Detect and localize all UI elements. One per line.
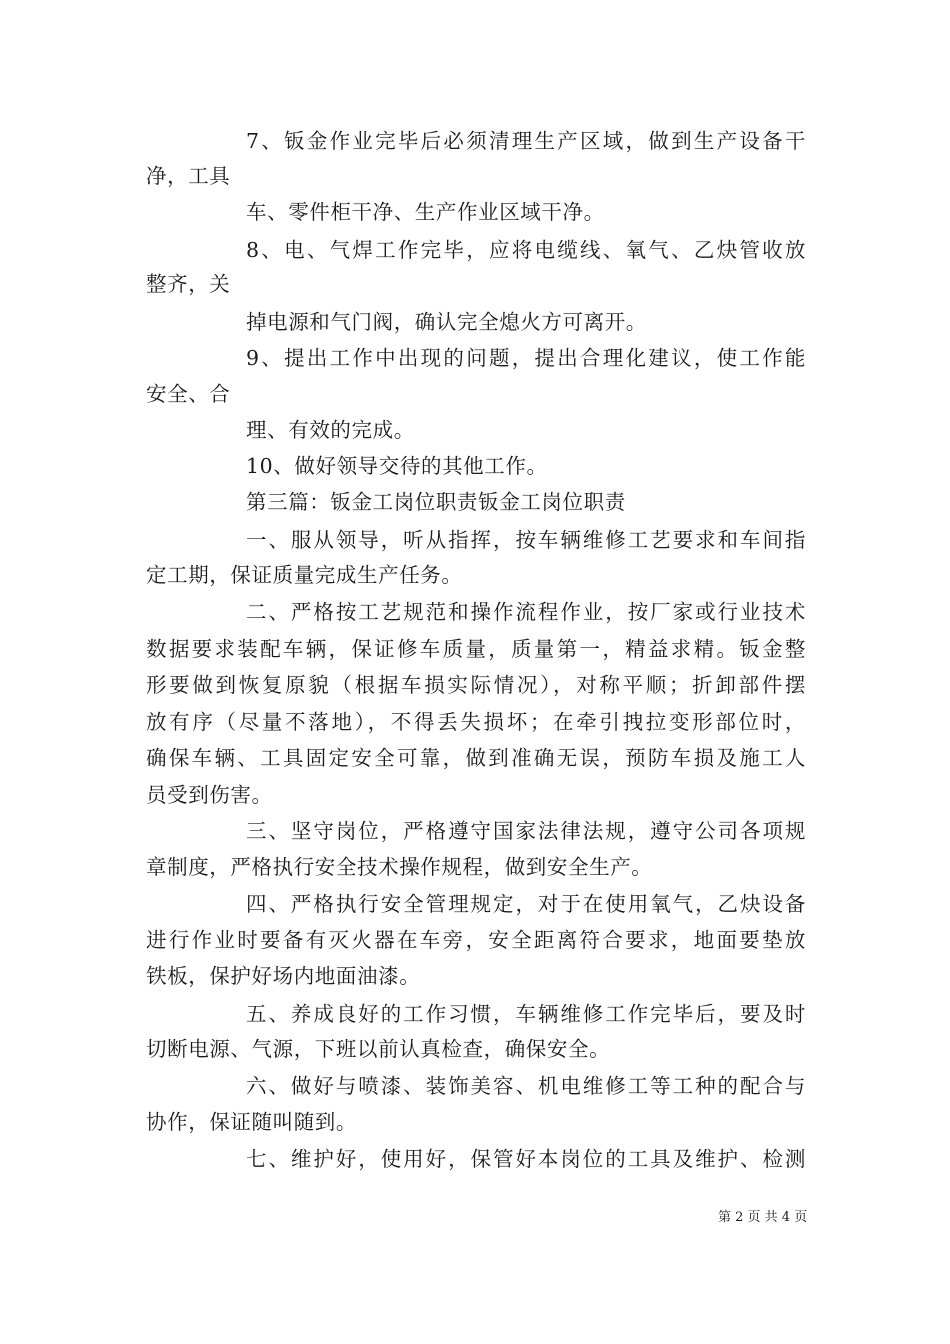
page-number: 第 2 页 共 4 页 — [718, 1210, 808, 1225]
text-line: 掉电源和气门阀，确认完全熄火方可离开。 — [246, 310, 647, 334]
text-line: 进行作业时要备有灭火器在车旁，安全距离符合要求，地面要垫放 — [146, 928, 806, 952]
text-line: 8、电、气焊工作完毕，应将电缆线、氧气、乙炔管收放 — [246, 238, 806, 262]
text-line: 确保车辆、工具固定安全可靠，做到准确无误，预防车损及施工人 — [146, 746, 806, 770]
text-line: 净，工具 — [146, 164, 231, 188]
text-line: 七、维护好，使用好，保管好本岗位的工具及维护、检测 — [246, 1147, 806, 1171]
text-line: 铁板，保护好场内地面油漆。 — [146, 964, 421, 988]
text-line: 五、养成良好的工作习惯，车辆维修工作完毕后，要及时 — [246, 1002, 806, 1026]
text-line: 章制度，严格执行安全技术操作规程，做到安全生产。 — [146, 855, 653, 879]
text-line: 数据要求装配车辆，保证修车质量，质量第一，精益求精。钣金整 — [146, 637, 806, 661]
text-line: 7、钣金作业完毕后必须清理生产区域，做到生产设备干 — [246, 129, 806, 153]
text-line: 理、有效的完成。 — [246, 418, 415, 442]
text-line: 一、服从领导，听从指挥，按车辆维修工艺要求和车间指 — [246, 528, 806, 552]
section-heading: 第三篇：钣金工岗位职责钣金工岗位职责 — [246, 490, 626, 514]
text-line: 安全、合 — [146, 382, 231, 406]
text-line: 员受到伤害。 — [146, 783, 273, 807]
text-line: 车、零件柜干净、生产作业区域干净。 — [246, 200, 605, 224]
text-line: 放有序（尽量不落地），不得丢失损坏；在牵引拽拉变形部位时， — [146, 710, 806, 734]
text-line: 整齐，关 — [146, 272, 231, 296]
text-line: 10、做好领导交待的其他工作。 — [246, 454, 548, 478]
text-line: 三、坚守岗位，严格遵守国家法律法规，遵守公司各项规 — [246, 819, 806, 843]
text-line: 切断电源、气源，下班以前认真检查，确保安全。 — [146, 1037, 611, 1061]
text-line: 形要做到恢复原貌（根据车损实际情况），对称平顺；折卸部件摆 — [146, 673, 806, 697]
text-line: 六、做好与喷漆、装饰美容、机电维修工等工种的配合与 — [246, 1074, 806, 1098]
text-line: 协作，保证随叫随到。 — [146, 1110, 357, 1134]
text-line: 9、提出工作中出现的问题，提出合理化建议，使工作能 — [246, 346, 806, 370]
text-line: 二、严格按工艺规范和操作流程作业，按厂家或行业技术 — [246, 600, 806, 624]
text-line: 四、严格执行安全管理规定，对于在使用氧气，乙炔设备 — [246, 892, 806, 916]
text-line: 定工期，保证质量完成生产任务。 — [146, 563, 463, 587]
